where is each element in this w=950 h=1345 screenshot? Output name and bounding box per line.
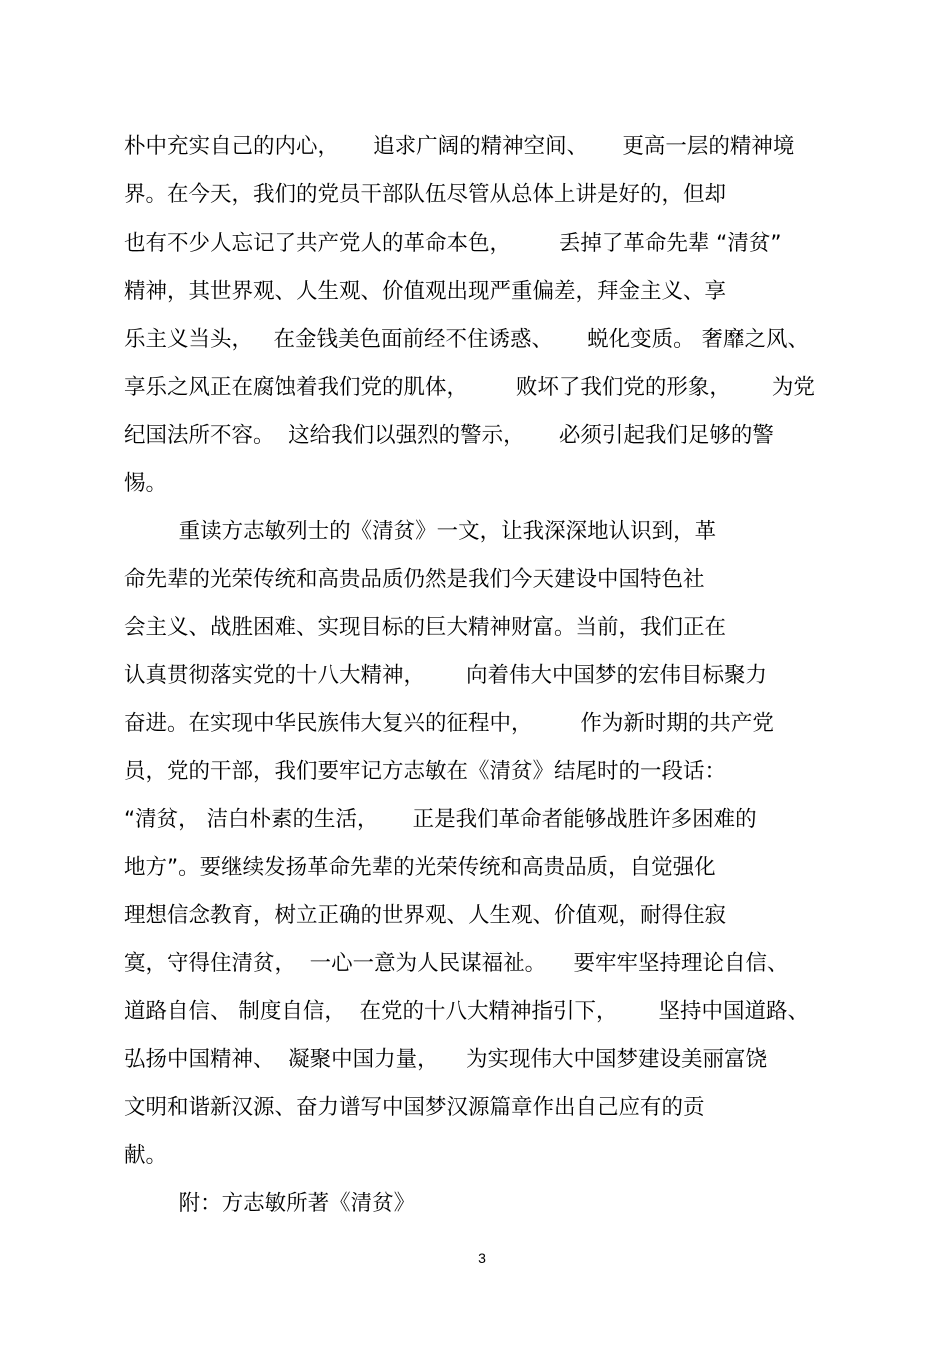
text-line: 会主义、战胜困难、实现目标的巨大精神财富。当前，我们正在 [124, 615, 727, 640]
text-line: 乐主义当头， 在金钱美色面前经不住诱惑、 蜕化变质。 奢靡之风、 [124, 327, 810, 352]
text-line: 精神，其世界观、人生观、价值观出现严重偏差，拜金主义、享 [124, 279, 727, 304]
text-line: 惕。 [124, 471, 168, 496]
text-line: 认真贯彻落实党的十八大精神， 向着伟大中国梦的宏伟目标聚力 [124, 663, 768, 688]
text-line: 也有不少人忘记了共产党人的革命本色， 丢掉了革命先辈 “清贫” [124, 231, 782, 256]
text-line: 享乐之风正在腐蚀着我们党的肌体， 败坏了我们党的形象， 为党 [124, 375, 815, 400]
text-line: 文明和谐新汉源、奋力谱写中国梦汉源篇章作出自己应有的贡 [124, 1095, 705, 1120]
text-line: 奋进。在实现中华民族伟大复兴的征程中， 作为新时期的共产党 [124, 711, 774, 736]
page-number: 3 [478, 1250, 486, 1266]
text-line: 员，党的干部，我们要牢记方志敏在《清贫》结尾时的一段话： [124, 759, 727, 784]
text-line: 界。在今天，我们的党员干部队伍尽管从总体上讲是好的，但却 [124, 182, 727, 207]
text-line: 命先辈的光荣传统和高贵品质仍然是我们今天建设中国特色社 [124, 567, 705, 592]
text-line: 附：方志敏所著《清贫》 [124, 1191, 416, 1216]
text-line: 弘扬中国精神、 凝聚中国力量， 为实现伟大中国梦建设美丽富饶 [124, 1047, 768, 1072]
text-line: 寞，守得住清贫， 一心一意为人民谋福祉。 要牢牢坚持理论自信、 [124, 951, 789, 976]
text-line: 重读方志敏列士的《清贫》一文，让我深深地认识到，革 [124, 519, 717, 544]
text-line: 朴中充实自己的内心， 追求广阔的精神空间、 更高一层的精神境 [124, 134, 795, 159]
text-line: “清贫， 洁白朴素的生活， 正是我们革命者能够战胜许多困难的 [124, 807, 757, 832]
text-line: 道路自信、 制度自信， 在党的十八大精神指引下， 坚持中国道路、 [124, 999, 810, 1024]
text-line: 献。 [124, 1143, 168, 1168]
text-line: 地方”。要继续发扬革命先辈的光荣传统和高贵品质，自觉强化 [124, 855, 716, 880]
text-line: 理想信念教育，树立正确的世界观、人生观、价值观，耐得住寂 [124, 903, 727, 928]
text-line: 纪国法所不容。 这给我们以强烈的警示， 必须引起我们足够的警 [124, 423, 774, 448]
